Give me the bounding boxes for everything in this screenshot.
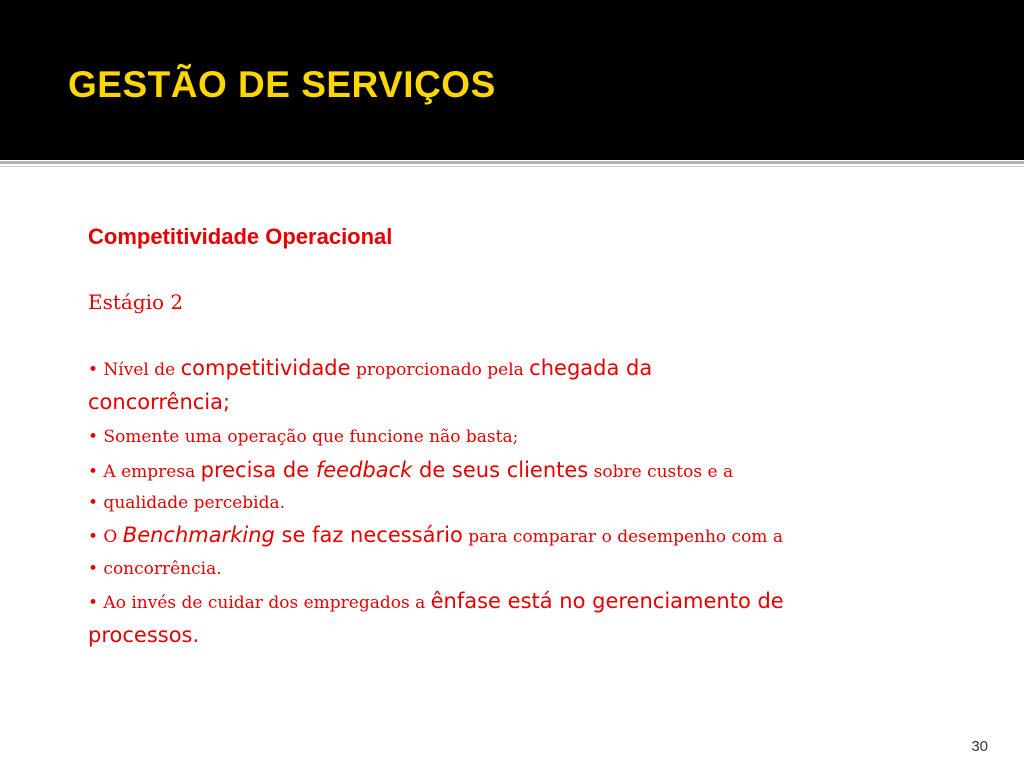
bullet-text: ênfase está no gerenciamento de	[430, 589, 784, 613]
section-heading: Competitividade Operacional	[88, 224, 393, 249]
bullet-text: competitividade	[180, 356, 351, 380]
bullet-competitiveness	[88, 352, 998, 386]
bullet-operation	[88, 420, 998, 454]
page-number: 30	[971, 738, 988, 755]
bullet-competition	[88, 554, 998, 584]
bullet-text: feedback	[315, 458, 413, 482]
bullet-text: proporcionado pela	[350, 360, 530, 380]
bullet-feedback	[88, 454, 998, 488]
slide-header	[0, 0, 1024, 160]
bullet-process-management-continued	[88, 620, 998, 652]
bullet-text: Benchmarking	[122, 523, 275, 547]
bullet-quality	[88, 488, 998, 518]
bullet-text: precisa de	[200, 458, 316, 482]
bullet-text: concorrência;	[88, 390, 231, 414]
bullet-text: • qualidade percebida.	[88, 493, 286, 513]
bullet-text: se faz necessário	[274, 523, 463, 547]
bullet-competitiveness-continued	[88, 386, 998, 420]
bullet-text: • Nível de	[88, 360, 181, 380]
bullet-list	[88, 352, 998, 652]
slide-title: GESTÃO DE SERVIÇOS	[68, 64, 496, 105]
bullet-text: sobre custos e a	[588, 462, 734, 482]
bullet-text: • concorrência.	[88, 559, 222, 579]
bullet-text: • Somente uma operação que funcione não basta;	[88, 427, 519, 447]
bullet-text: chegada da	[529, 356, 653, 380]
header-divider-thin	[0, 166, 1024, 167]
bullet-text: de seus clientes	[412, 458, 589, 482]
bullet-text: para comparar o desempenho com a	[462, 527, 783, 547]
bullet-text: • Ao invés de cuidar dos empregados a	[88, 593, 431, 613]
stage-label: Estágio 2	[88, 290, 184, 314]
bullet-process-management	[88, 584, 998, 620]
header-divider	[0, 161, 1024, 164]
bullet-text: • O	[88, 527, 123, 547]
bullet-text: processos.	[88, 623, 200, 647]
bullet-benchmarking	[88, 518, 998, 554]
bullet-text: • A empresa	[88, 462, 201, 482]
